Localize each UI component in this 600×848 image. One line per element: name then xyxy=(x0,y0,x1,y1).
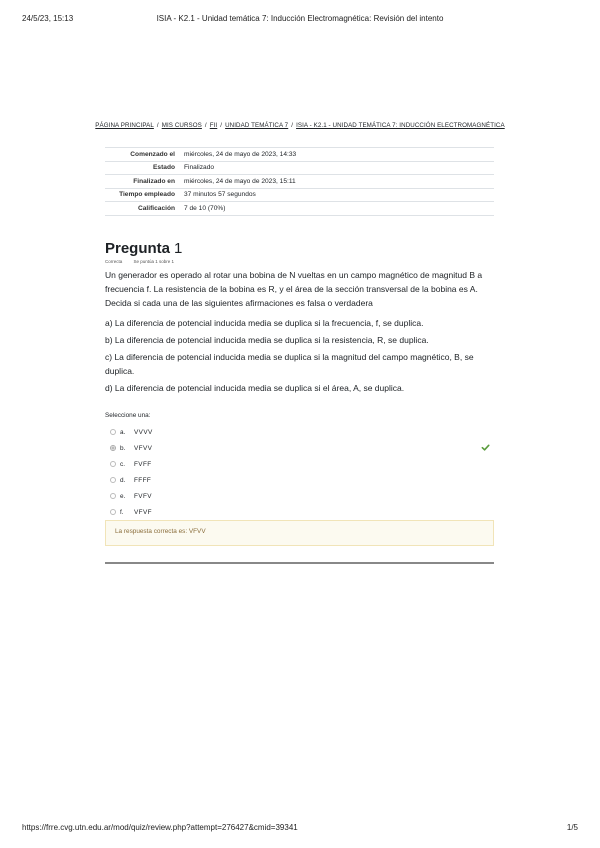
question-statement-c: c) La diferencia de potencial inducida media se duplica si la magnitud del campo magnético, B, se duplica. xyxy=(105,352,474,376)
answer-option-f[interactable] xyxy=(105,504,495,520)
summary-row-started xyxy=(105,148,494,162)
print-footer xyxy=(22,823,578,835)
attempt-summary-table xyxy=(105,147,494,216)
breadcrumb-item-unit[interactable]: UNIDAD TEMÁTICA 7 xyxy=(225,122,289,129)
print-url: https://frre.cvg.utn.edu.ar/mod/quiz/review.php?attempt=276427&cmid=39341 xyxy=(22,823,298,832)
option-letter: d. xyxy=(120,476,126,484)
answer-option-e[interactable] xyxy=(105,488,495,504)
option-letter: b. xyxy=(120,444,126,452)
print-header xyxy=(22,14,578,26)
answer-option-a[interactable] xyxy=(105,424,495,440)
option-letter: f. xyxy=(120,508,124,516)
radio-button[interactable] xyxy=(110,477,116,483)
summary-label: Comenzado el xyxy=(105,148,180,162)
summary-row-state xyxy=(105,161,494,175)
option-text: VFVV xyxy=(134,444,153,452)
summary-label: Estado xyxy=(105,161,180,175)
question-text xyxy=(105,268,495,395)
option-text: VVVV xyxy=(134,428,153,436)
breadcrumb-item-quiz[interactable]: ISIA - K2.1 - UNIDAD TEMÁTICA 7: INDUCCIÓN ELECTROMAGNÉTICA xyxy=(296,122,505,129)
breadcrumb: PÁGINA PRINCIPAL / MIS CURSOS / FII / UNIDAD TEMÁTICA 7 / ISIA - K2.1 - UNIDAD TEMÁTICA 7: INDUCCIÓN ELECTROMAGNÉTICA xyxy=(95,122,505,129)
question-grade: Se puntúa 1 sobre 1 xyxy=(133,259,175,264)
answer-option-b[interactable] xyxy=(105,440,495,456)
radio-button[interactable] xyxy=(110,461,116,467)
summary-value: Finalizado xyxy=(180,161,494,175)
radio-button[interactable] xyxy=(110,493,116,499)
question-statement-d: d) La diferencia de potencial inducida media se duplica si el área, A, se duplica. xyxy=(105,383,405,393)
summary-row-grade xyxy=(105,202,494,216)
print-page-title: ISIA - K2.1 - Unidad temática 7: Inducción Electromagnética: Revisión del intento xyxy=(156,14,444,23)
summary-value: miércoles, 24 de mayo de 2023, 15:11 xyxy=(180,175,494,189)
question-block xyxy=(105,240,495,398)
breadcrumb-item-home[interactable]: PÁGINA PRINCIPAL xyxy=(95,122,154,129)
option-letter: a. xyxy=(120,428,126,436)
radio-button[interactable] xyxy=(110,429,116,435)
summary-value: 37 minutos 57 segundos xyxy=(180,188,494,202)
feedback-text: La respuesta correcta es: VFVV xyxy=(115,528,206,535)
question-heading xyxy=(105,240,495,257)
print-date: 24/5/23, 15:13 xyxy=(22,14,74,23)
question-statement-b: b) La diferencia de potencial inducida media se duplica si la resistencia, R, se duplica. xyxy=(105,335,429,345)
option-letter: e. xyxy=(120,492,126,500)
summary-row-finished xyxy=(105,175,494,189)
summary-row-time-taken xyxy=(105,188,494,202)
answer-option-c[interactable] xyxy=(105,456,495,472)
answer-options xyxy=(105,412,495,520)
option-text: FFFF xyxy=(134,476,152,484)
correct-answer-feedback xyxy=(105,520,494,546)
radio-button[interactable] xyxy=(110,509,116,515)
question-statement-a: a) La diferencia de potencial inducida media se duplica si la frecuencia, f, se duplica. xyxy=(105,318,424,328)
check-icon xyxy=(481,443,490,452)
breadcrumb-item-course[interactable]: FII xyxy=(209,122,218,129)
summary-value: 7 de 10 (70%) xyxy=(180,202,494,216)
option-letter: c. xyxy=(120,460,125,468)
radio-button-selected[interactable] xyxy=(110,445,116,451)
divider xyxy=(105,562,494,564)
answer-option-d[interactable] xyxy=(105,472,495,488)
option-text: FVFF xyxy=(134,460,152,468)
print-page-number: 1/5 xyxy=(566,823,578,832)
breadcrumb-item-my-courses[interactable]: MIS CURSOS xyxy=(161,122,202,129)
summary-label: Calificación xyxy=(105,202,180,216)
option-text: FVFV xyxy=(134,492,152,500)
question-heading-word: Pregunta xyxy=(105,240,171,257)
summary-label: Tiempo empleado xyxy=(105,188,180,202)
answer-prompt: Seleccione una: xyxy=(105,412,151,419)
question-info xyxy=(105,259,495,265)
question-intro: Un generador es operado al rotar una bobina de N vueltas en un campo magnético de magnitud B a frecuencia f. La resistencia de la bobina es R, y el área de la sección transversal de la bobina es A. Decida si cada una de las siguientes afirmaciones es falsa o verdadera xyxy=(105,270,483,308)
question-state: Correcta xyxy=(105,259,123,264)
summary-value: miércoles, 24 de mayo de 2023, 14:33 xyxy=(180,148,494,162)
question-number: 1 xyxy=(174,240,183,257)
summary-label: Finalizado en xyxy=(105,175,180,189)
option-text: VFVF xyxy=(134,508,152,516)
